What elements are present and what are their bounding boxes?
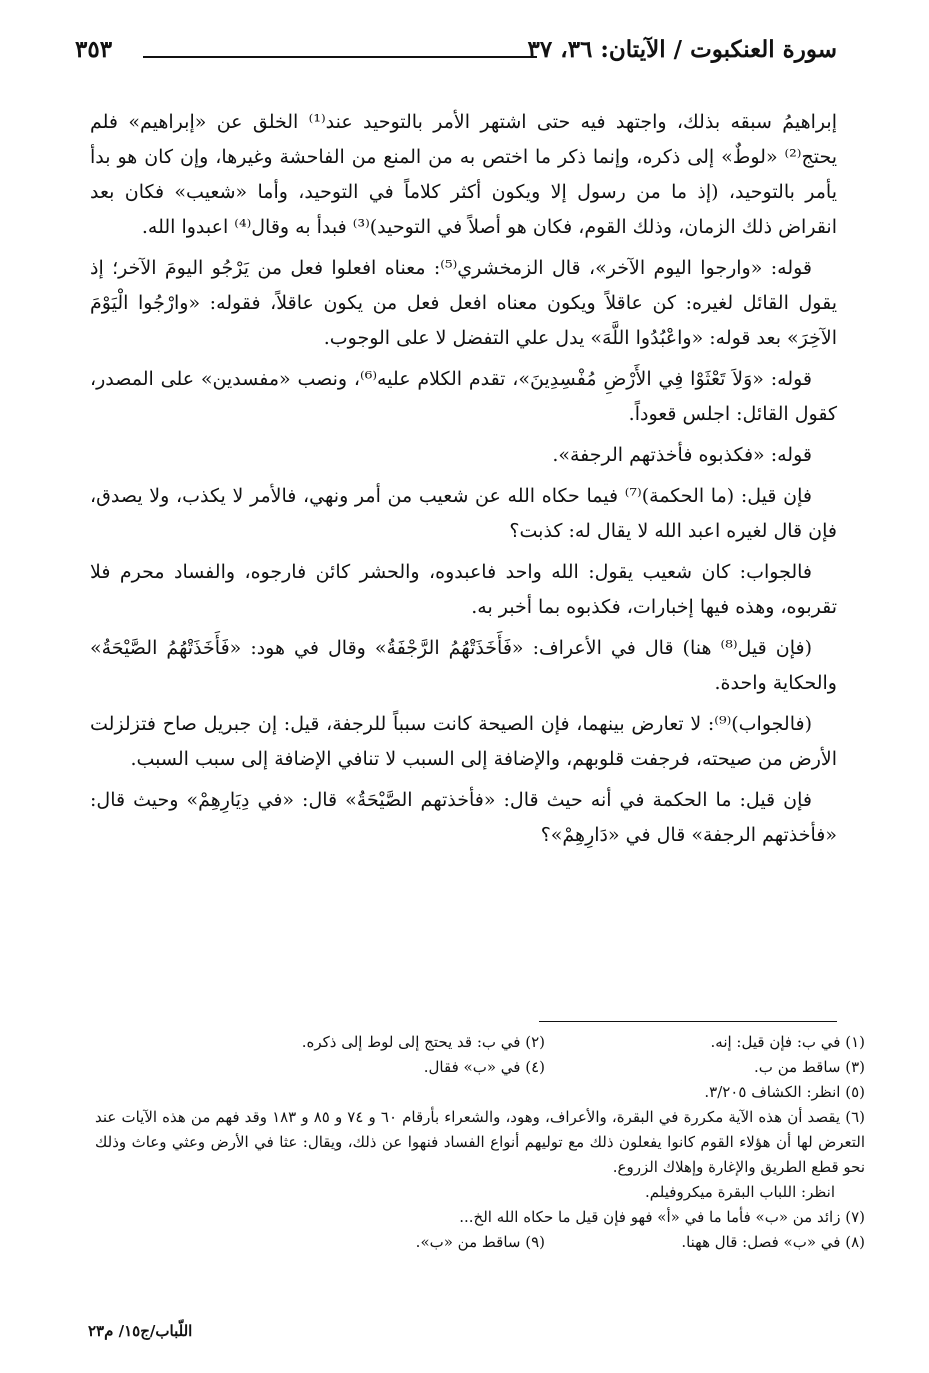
header-rule (143, 56, 537, 58)
paragraph: فإن قيل: (ما الحكمة)⁽⁷⁾ فيما حكاه الله عن شعيب من أمر ونهي، فالأمر لا يكذب، ولا يصدق، فإن قال لغيره اعبد الله لا يقال له: كذبت؟ (90, 485, 837, 542)
paragraph: فإن قيل: ما الحكمة في أنه حيث قال: «فأخذتهم الصَّيْحَةُ» قال: «في دِيَارِهِمْ» وحيث قال: «فأخذتهم الرجفة» قال في «دَارِهِمْ»؟ (90, 789, 837, 846)
footnote-separator (539, 1021, 837, 1022)
footnote-row (95, 1055, 865, 1080)
footnote-row (95, 1205, 865, 1230)
footnote-9: (٩) ساقط من «ب». (415, 1233, 545, 1251)
footnote-6-reference: انظر: اللباب البقرة ميكروفيلم. (645, 1183, 835, 1201)
footnote-5: (٥) انظر: الكشاف ٣/٢٠٥. (704, 1083, 865, 1101)
paragraph: إبراهيمُ سبقه بذلك، واجتهد فيه حتى اشتهر الأمر بالتوحيد عند⁽¹⁾ الخلق عن «إبراهيم» فلم يحتج⁽²⁾ «لوطٌ» إلى ذكره، وإنما ذكر ما اختص به من المنع من الفاحشة وغيرها، وإن كان هو بدأ يأمر بالتوحيد، (إذ ما من رسول إلا ويكون أكثر كلاماً في التوحيد، وأما «شعيب» فكان بعد انقراض ذلك الزمان، وذلك القوم، فكان هو أصلاً في التوحيد)⁽³⁾ فبدأ به وقال⁽⁴⁾ اعبدوا الله. (90, 111, 837, 238)
footnote-4: (٤) في «ب» فقال. (423, 1058, 545, 1076)
signature-text: اللّباب/ج١٥/ م٢٣ (88, 1322, 193, 1340)
paragraph: (فالجواب)⁽⁹⁾: لا تعارض بينهما، فإن الصيحة كانت سبباً للرجفة، قيل: إن جبريل صاح فتزلزلت الأرض من صيحته، فرجفت قلوبهم، والإضافة إلى السبب لا تنافي الإضافة إلى سبب السبب. (90, 713, 837, 770)
footnote-3: (٣) ساقط من ب. (754, 1058, 865, 1076)
footnote-row (95, 1030, 865, 1055)
footnote-8: (٨) في «ب» فصل: قال ههنا. (681, 1233, 865, 1251)
paragraph: فالجواب: كان شعيب يقول: الله واحد فاعبدوه، والحشر كائن فارجوه، والفساد محرم فلا تقربوه، وهذه فيها إخبارات، فكذبوه بما أخبر به. (90, 561, 837, 618)
paragraph: قوله: «وَلاَ تَعْثَوْا فِي الأَرْضِ مُفْسِدِينَ»، تقدم الكلام عليه⁽⁶⁾، ونصب «مفسدين» على المصدر، كقول القائل: اجلس قعوداً. (90, 368, 837, 425)
footnote-6-text: (٦) يقصد أن هذه الآية مكررة في البقرة، والأعراف، وهود، والشعراء بأرقام ٦٠ و ٧٤ و ٨٥ و ١٨٣ وقد فهم من هذه الآيات عند التعرض لها أن هؤلاء القوم كانوا يفعلون ذلك مع توليهم أنواع الفساد فنهوا عن ذلك، ويقال: عثا في الأرض وعثي وعاث وذلك نحو قطع الطريق والإغارة وإهلاك الزروع. (95, 1108, 866, 1176)
paragraph: (فإن قيل⁽⁸⁾ هنا) قال في الأعراف: «فَأَخَذَتْهُمُ الرَّجْفَةُ» وقال في هود: «فَأَخَذَتْهُمُ الصَّيْحَةُ» والحكاية واحدة. (90, 637, 837, 694)
footnote-7: (٧) زائد من «ب» فأما ما في «أ» فهو فإن قيل ما حكاه الله الخ... (459, 1208, 865, 1226)
page-header (75, 36, 837, 76)
paragraph: قوله: «فكذبوه فأخذتهم الرجفة». (552, 444, 812, 466)
footnote-1: (١) في ب: فإن قيل: إنه. (710, 1033, 865, 1051)
paragraph: قوله: «وارجوا اليوم الآخر»، قال الزمخشري⁽⁵⁾: معناه افعلوا فعل من يَرْجُو اليومَ الآخر؛ إذ يقول القائل لغيره: كن عاقلاً ويكون معناه افعل فعل من يكون عاقلاً، فقوله: «وارْجُوا الْيَوْمَ الآخِرَ» بعد قوله: «واعْبُدُوا اللَّهَ» يدل علي التفضل لا على الوجوب. (90, 257, 837, 349)
page-number: ٣٥٣ (75, 36, 113, 63)
footnotes (95, 1030, 865, 1255)
footnote-row (95, 1080, 865, 1105)
footnote-row (95, 1230, 865, 1255)
footnote-6 (95, 1105, 865, 1205)
footnote-2: (٢) في ب: قد يحتج إلى لوط إلى ذكره. (301, 1033, 545, 1051)
surah-title: سورة العنكبوت / الآيتان: ٣٦، ٣٧ (527, 36, 837, 63)
body-text (90, 105, 837, 859)
